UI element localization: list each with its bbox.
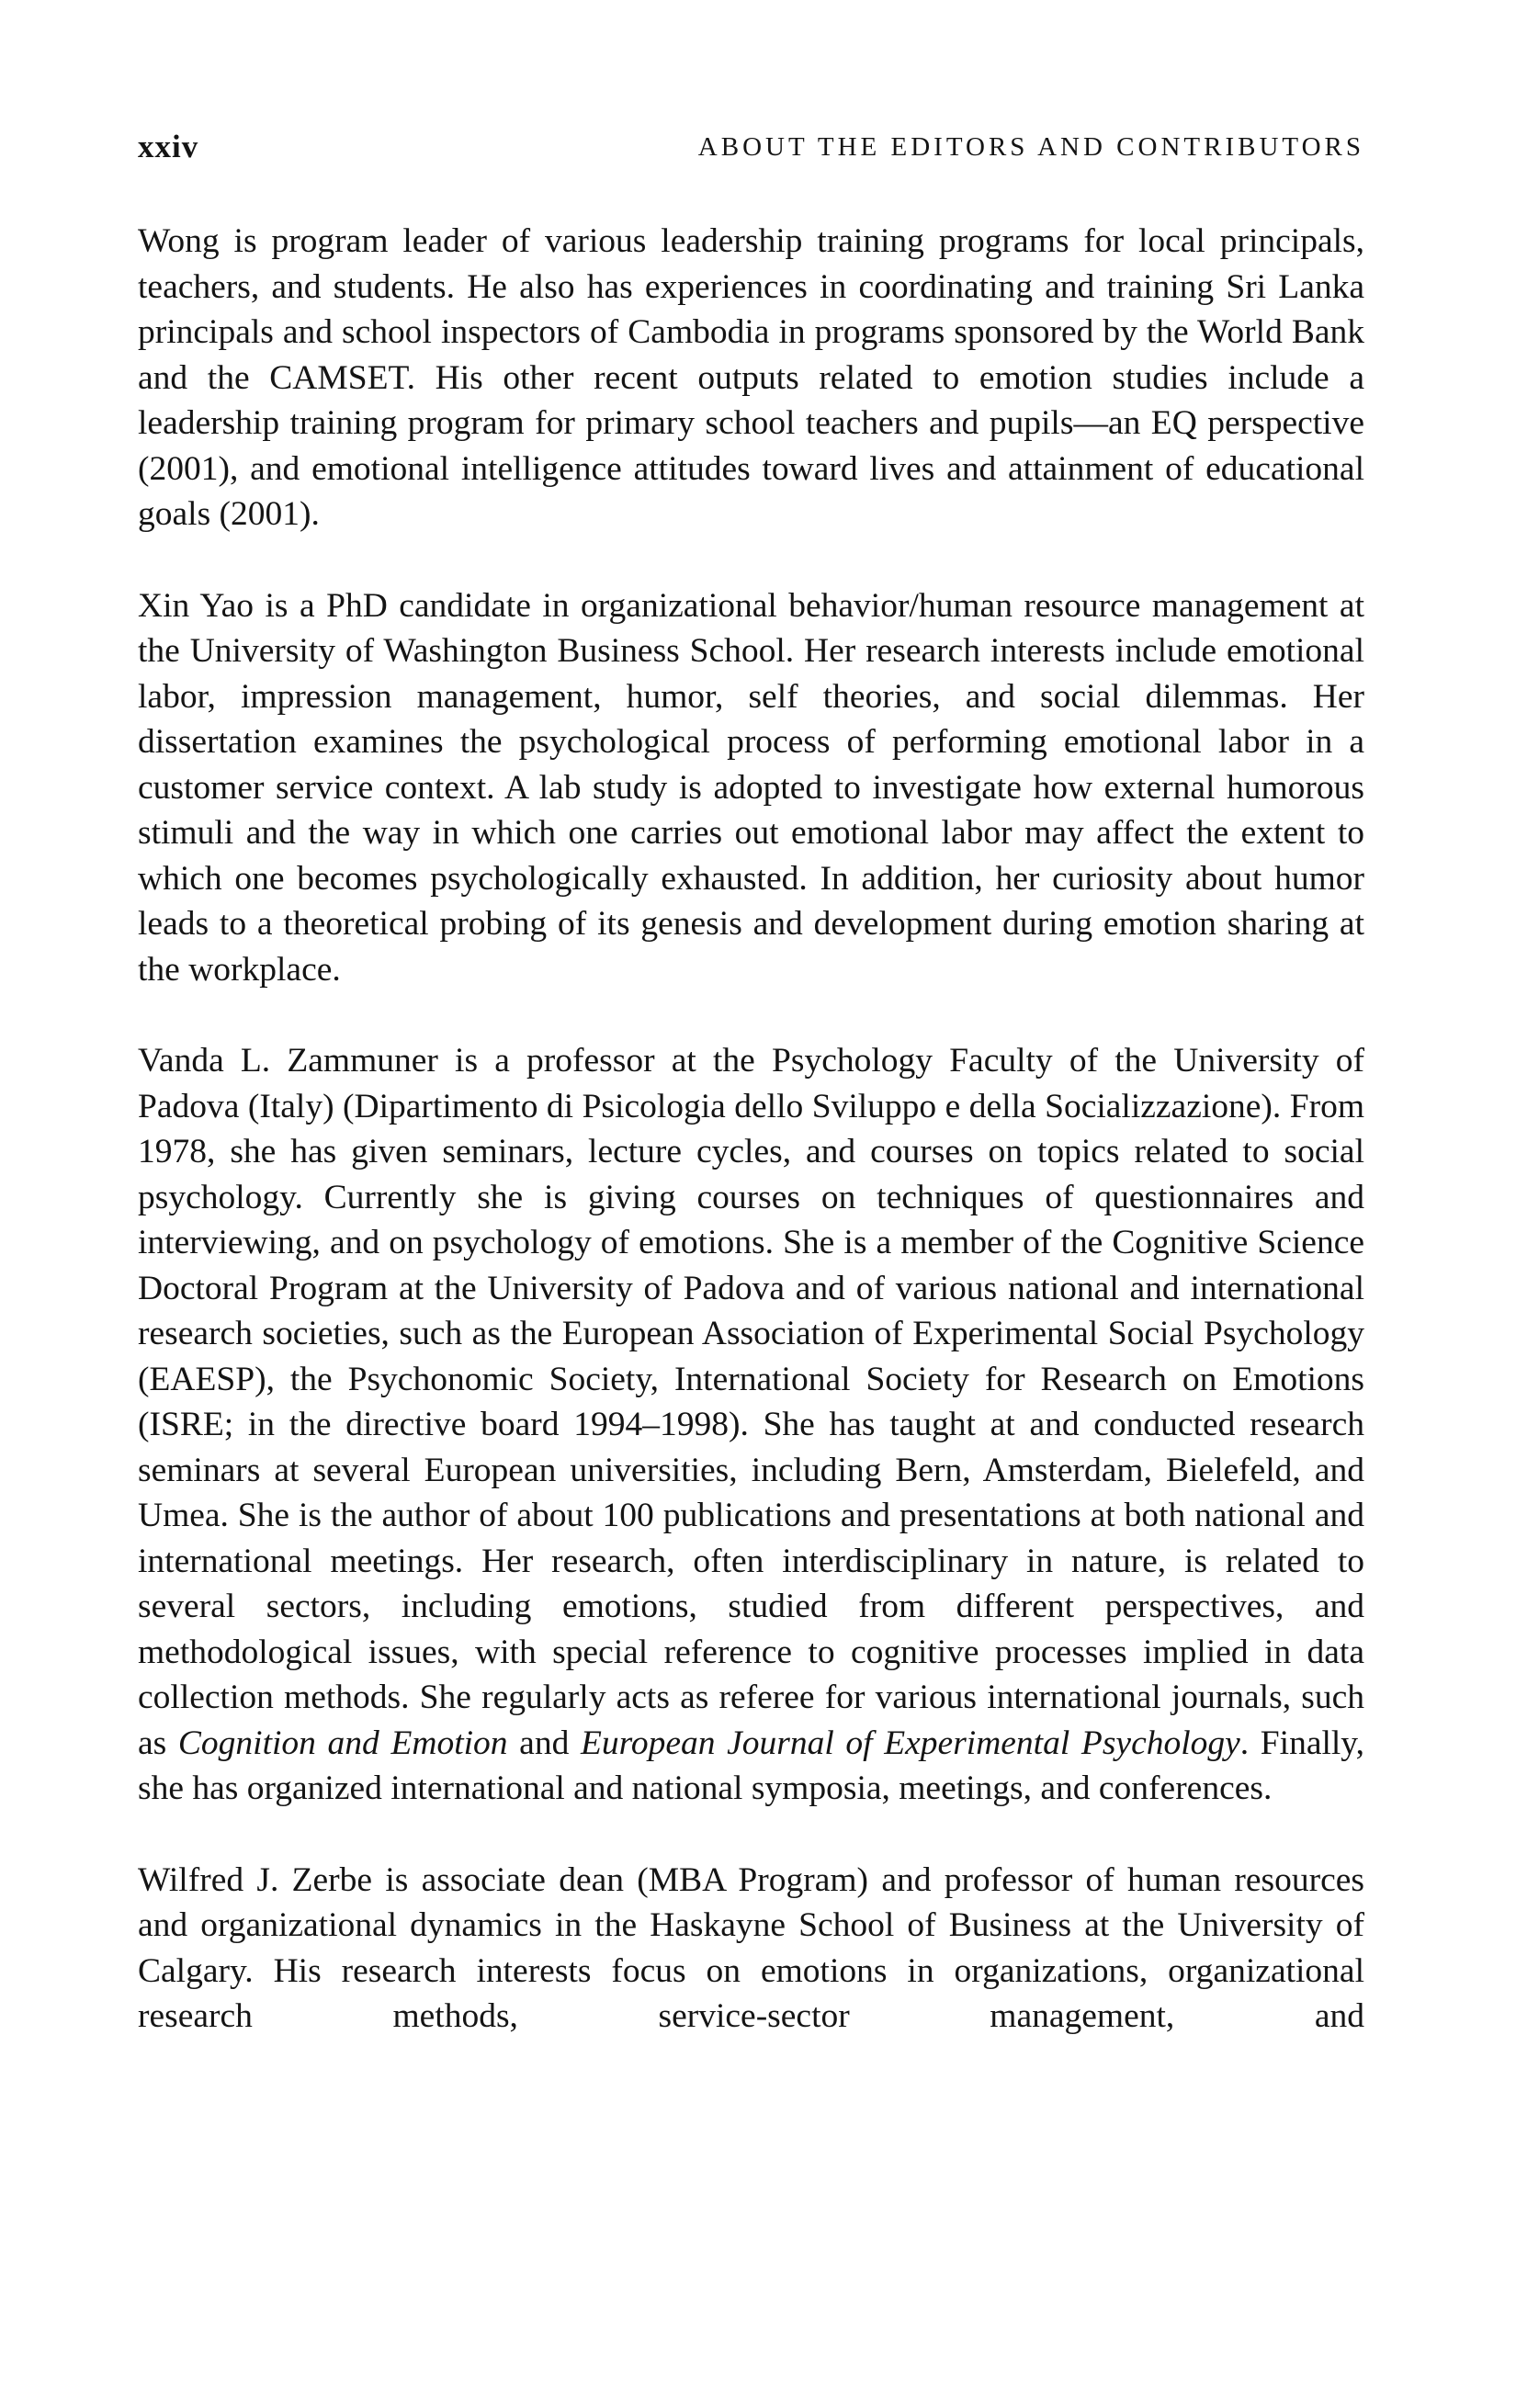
bio-xin-yao: Xin Yao is a PhD candidate in organizational behavior/human resource management at the University of Washington Business School. Her research interests include emotional labor, impression management, humor, self theories, and social dilemmas. Her dissertation examines the psychological process of performing emotional labor in a customer service context. A lab study is adopted to investigate how external humorous stimuli and the way in which one carries out emotional labor may affect the extent to which one becomes psychologically exhausted. In addition, her curiosity about humor leads to a theoretical probing of its genesis and development during emotion sharing at the workplace.	[138, 586, 1364, 989]
bio-vanda-zammuner	[138, 1038, 1364, 1812]
bio-zammuner-main: Vanda L. Zammuner is a professor at the Psychology Faculty of the University of Padova (Italy) (Dipartimento di Psicologia dello Sviluppo e della Socializzazione). From 1978, she has given seminars, lecture cycles, and courses on topics related to social psychology. Currently she is giving courses on techniques of questionnaires and interviewing, and on psychology of emotions. She is a member of the Cognitive Science Doctoral Program at the University of Padova and of various national and international research societies, such as the European Association of Experimental Social Psychology (EAESP), the Psychonomic Society, International Society for Research on Emotions (ISRE; in the directive board 1994–1998). She has taught at and conducted research seminars at several European universities, including Bern, Amsterdam, Bielefeld, and Umea. She is the author of about 100 publications and presentations at both national and international meetings. Her research, often interdisciplinary in nature, is related to several sectors, including emotions, studied from different perspectives, and methodological issues, with special reference to cognitive processes implied in data collection methods. She regularly acts as referee for various international journals, such as	[138, 1042, 1364, 1762]
bio-wilfred-zerbe: Wilfred J. Zerbe is associate dean (MBA Program) and professor of human resources and organizational dynamics in the Haskayne School of Business at the University of Calgary. His research interests focus on emotions in organizations, organizational research methods, service-sector management, and	[138, 1860, 1364, 2035]
journal-title-european-journal: European Journal of Experimental Psychology	[580, 1724, 1240, 1762]
running-header	[138, 129, 1364, 184]
bio-wong: Wong is program leader of various leadership training programs for local principals, teachers, and students. He also has experiences in coordinating and training Sri Lanka principals and school inspectors of Cambodia in programs sponsored by the World Bank and the CAMSET. His other recent outputs related to emotion studies include a leadership training program for primary school teachers and pupils—an EQ perspective (2001), and emotional intelligence attitudes toward lives and attainment of educational goals (2001).	[138, 222, 1364, 533]
bio-zammuner-conjunction: and	[507, 1724, 581, 1762]
bio-zammuner-end: . Finally, she has organized international and national symposia, meetings, and conferences.	[138, 1724, 1364, 1807]
book-page	[138, 129, 1364, 2086]
running-title: ABOUT THE EDITORS AND CONTRIBUTORS	[697, 132, 1364, 162]
page-number: xxiv	[138, 129, 199, 164]
journal-title-cognition-and-emotion: Cognition and Emotion	[177, 1724, 508, 1762]
